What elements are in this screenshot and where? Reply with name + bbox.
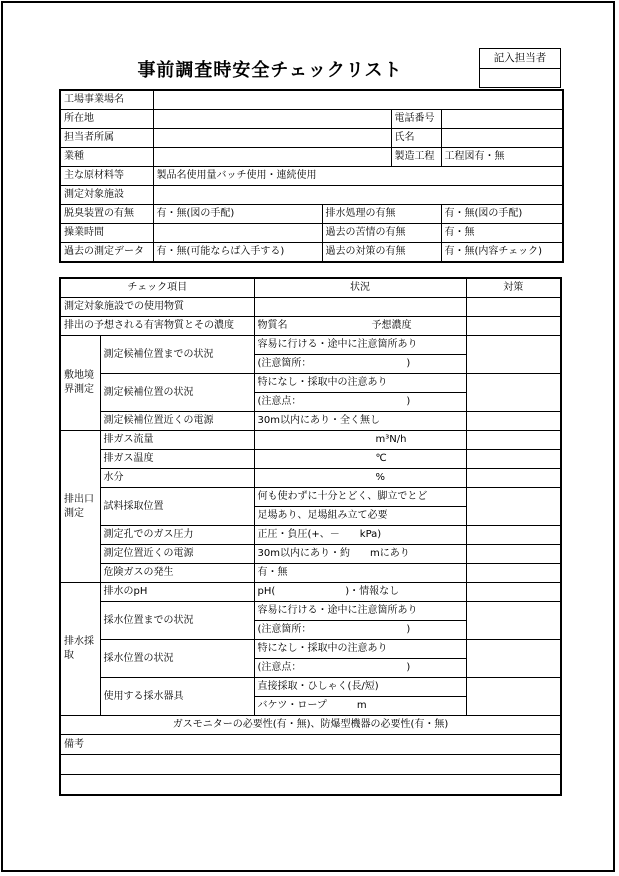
status-route-b[interactable]: (注意箇所： ) [254, 355, 466, 374]
label-wastewater: 排水処理の有無 [322, 205, 441, 224]
status-hazard-gas[interactable]: 有・無 [254, 564, 466, 583]
item-sampling-position: 試料採取位置 [100, 488, 254, 526]
deodorizer-value[interactable]: 有・無(図の手配) [153, 205, 322, 224]
remarks-label: 備考 [60, 735, 561, 755]
status-gas-temp[interactable] [254, 450, 466, 469]
item-site-power: 測定候補位置近くの電源 [100, 412, 254, 431]
status-ph[interactable]: pH( )・情報なし [254, 583, 466, 602]
row-harmful-substance: 排出の予想される有害物質とその濃度 [60, 317, 254, 336]
industry-field[interactable] [153, 148, 391, 167]
checklist-table [59, 277, 562, 796]
item-drain-condition: 採水位置の状況 [100, 640, 254, 678]
substance-name-label: 物質名 [257, 320, 288, 331]
status-site-b[interactable]: (注意点： ) [254, 393, 466, 412]
status-site-power[interactable]: 30m以内にあり・全く無し [254, 412, 466, 431]
department-field[interactable] [153, 129, 391, 148]
label-address: 所在地 [60, 110, 153, 129]
remarks-line[interactable] [60, 755, 561, 775]
measure-field[interactable] [466, 564, 561, 583]
status-field[interactable] [254, 298, 466, 317]
item-site-condition: 測定候補位置の状況 [100, 374, 254, 412]
label-industry: 業種 [60, 148, 153, 167]
label-target-facility: 測定対象施設 [60, 186, 153, 205]
measure-field[interactable] [466, 450, 561, 469]
label-hours: 操業時間 [60, 224, 153, 243]
phone-field[interactable] [441, 110, 563, 129]
status-drain-cond-b[interactable]: (注意点： ) [254, 659, 466, 678]
process-value[interactable]: 工程図有・無 [441, 148, 563, 167]
group-drain-sampling: 排水採取 [60, 583, 100, 716]
past-measures-value[interactable]: 有・無(内容チェック) [441, 243, 563, 263]
measure-field[interactable] [466, 640, 561, 678]
measure-field[interactable] [466, 298, 561, 317]
status-drain-route-b[interactable]: (注意箇所： ) [254, 621, 466, 640]
gas-monitor-note: ガスモニターの必要性(有・無)、防爆型機器の必要性(有・無) [60, 716, 561, 735]
item-hazard-gas: 危険ガスの発生 [100, 564, 254, 583]
expected-conc-label: 予想濃度 [371, 320, 412, 331]
item-sampling-tools: 使用する採水器具 [100, 678, 254, 716]
materials-value[interactable]: 製品名使用量バッチ使用・連続使用 [153, 167, 563, 186]
stamp-label: 記入担当者 [480, 49, 560, 69]
measure-field[interactable] [466, 545, 561, 564]
stamp-box [479, 48, 561, 88]
label-phone: 電話番号 [391, 110, 441, 129]
status-route-a[interactable]: 容易に行ける・途中に注意箇所あり [254, 336, 466, 355]
measure-field[interactable] [466, 602, 561, 640]
page-title: 事前調査時安全チェックリスト [137, 60, 403, 81]
row-used-material: 測定対象施設での使用物質 [60, 298, 254, 317]
wastewater-value[interactable]: 有・無(図の手配) [441, 205, 563, 224]
item-route-to-site: 測定候補位置までの状況 [100, 336, 254, 374]
measure-field[interactable] [466, 583, 561, 602]
label-past-measures: 過去の対策の有無 [322, 243, 441, 263]
hours-field[interactable] [153, 224, 322, 243]
measure-field[interactable] [466, 469, 561, 488]
item-gas-temp: 排ガス温度 [100, 450, 254, 469]
status-moisture[interactable] [254, 469, 466, 488]
measure-field[interactable] [466, 317, 561, 336]
label-deodorizer: 脱臭装置の有無 [60, 205, 153, 224]
status-sampling-a[interactable]: 何も使わずに十分とどく、脚立でとど [254, 488, 466, 507]
remarks-line[interactable] [60, 775, 561, 796]
item-moisture: 水分 [100, 469, 254, 488]
label-factory-name: 工場事業場名 [60, 90, 153, 110]
unit-gas-temp: ℃ [375, 453, 387, 464]
status-sampling-b[interactable]: 足場あり、足場組み立て必要 [254, 507, 466, 526]
item-ph: 排水のpH [100, 583, 254, 602]
measure-field[interactable] [466, 526, 561, 545]
label-materials: 主な原材料等 [60, 167, 153, 186]
label-past-data: 過去の測定データ [60, 243, 153, 263]
header-status: 状況 [254, 278, 466, 298]
target-facility-field[interactable] [153, 186, 563, 205]
label-department: 担当者所属 [60, 129, 153, 148]
person-name-field[interactable] [441, 129, 563, 148]
status-exhaust-power[interactable]: 30m以内にあり・約 mにあり [254, 545, 466, 564]
measure-field[interactable] [466, 336, 561, 374]
unit-gas-flow: m³N/h [375, 434, 407, 445]
item-exhaust-power: 測定位置近くの電源 [100, 545, 254, 564]
address-field[interactable] [153, 110, 391, 129]
stamp-field[interactable] [480, 69, 560, 88]
status-gas-pressure[interactable]: 正圧・負圧(+、－ kPa) [254, 526, 466, 545]
past-data-value[interactable]: 有・無(可能ならば入手する) [153, 243, 322, 263]
header-measures: 対策 [466, 278, 561, 298]
info-table [59, 89, 564, 263]
complaints-value[interactable]: 有・無 [441, 224, 563, 243]
label-person-name: 氏名 [391, 129, 441, 148]
status-tools-b[interactable]: バケツ・ロープ m [254, 697, 466, 716]
measure-field[interactable] [466, 412, 561, 431]
status-drain-route-a[interactable]: 容易に行ける・途中に注意箇所あり [254, 602, 466, 621]
header-check-item: チェック項目 [60, 278, 254, 298]
status-tools-a[interactable]: 直接採取・ひしゃく(長/短) [254, 678, 466, 697]
group-site-boundary: 敷地境界測定 [60, 336, 100, 431]
status-drain-cond-a[interactable]: 特になし・採取中の注意あり [254, 640, 466, 659]
measure-field[interactable] [466, 431, 561, 450]
harmful-status[interactable] [254, 317, 466, 336]
measure-field[interactable] [466, 678, 561, 716]
item-gas-pressure: 測定孔でのガス圧力 [100, 526, 254, 545]
measure-field[interactable] [466, 374, 561, 412]
measure-field[interactable] [466, 488, 561, 526]
unit-moisture: % [375, 472, 386, 483]
group-exhaust-outlet: 排出口測定 [60, 431, 100, 583]
status-site-a[interactable]: 特になし・採取中の注意あり [254, 374, 466, 393]
factory-name-field[interactable] [153, 90, 563, 110]
status-gas-flow[interactable] [254, 431, 466, 450]
label-complaints: 過去の苦情の有無 [322, 224, 441, 243]
label-process: 製造工程 [391, 148, 441, 167]
item-gas-flow: 排ガス流量 [100, 431, 254, 450]
item-route-to-drain: 採水位置までの状況 [100, 602, 254, 640]
